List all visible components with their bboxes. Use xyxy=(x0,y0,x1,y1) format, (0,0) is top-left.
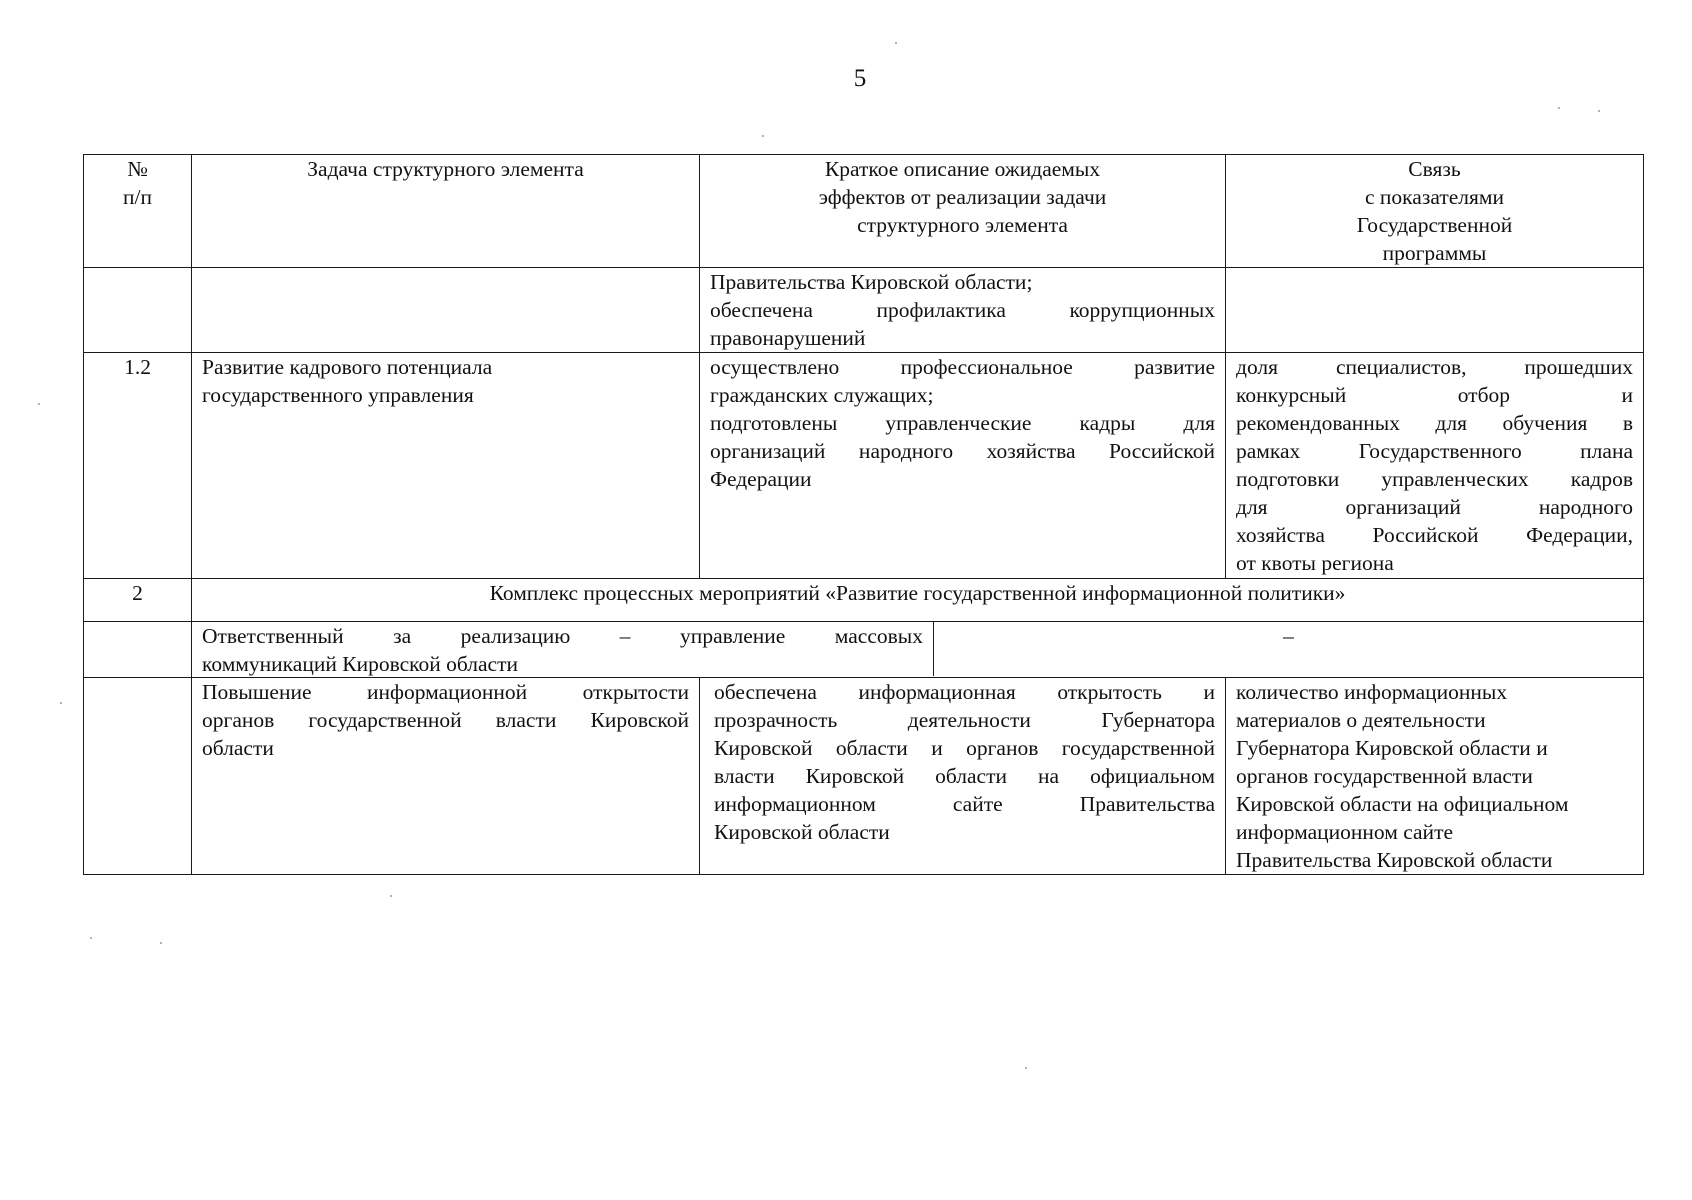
effects-line: Кировской области xyxy=(714,820,890,844)
link-line: подготовки управленческих кадров xyxy=(1236,467,1633,491)
responsible-text xyxy=(192,622,934,676)
table-row xyxy=(84,579,1644,622)
link-line: органов государственной власти xyxy=(1236,764,1533,788)
task-line: Повышение информационной открытости xyxy=(202,680,689,704)
link-line: для организаций народного xyxy=(1236,495,1633,519)
effects-line: обеспечена профилактика коррупционных xyxy=(710,298,1215,322)
responsible-cell xyxy=(192,622,1644,678)
link-line: от квоты региона xyxy=(1236,551,1394,575)
responsible-line: Ответственный за реализацию – управление массовых xyxy=(202,624,923,648)
row-task-cell xyxy=(192,268,700,353)
effects-line: Правительства Кировской области; xyxy=(710,270,1033,294)
effects-line: организаций народного хозяйства Российской xyxy=(710,439,1215,463)
effects-line: власти Кировской области на официальном xyxy=(714,764,1215,788)
scan-speck xyxy=(38,403,40,405)
header-num-line: № xyxy=(127,157,148,181)
scan-speck xyxy=(1558,107,1560,109)
responsible-line: коммуникаций Кировской области xyxy=(202,652,518,676)
header-num-line: п/п xyxy=(123,185,152,209)
header-task-cell xyxy=(192,155,700,268)
row-number: 1.2 xyxy=(124,355,151,379)
link-line: рекомендованных для обучения в xyxy=(1236,411,1633,435)
table-header-row xyxy=(84,155,1644,268)
header-effects-line: Краткое описание ожидаемых xyxy=(824,157,1101,181)
scan-speck xyxy=(60,702,62,704)
program-table xyxy=(83,154,1644,875)
header-link-line: с показателями xyxy=(1365,185,1504,209)
row-num-cell xyxy=(84,678,192,875)
link-line: хозяйства Российской Федерации, xyxy=(1236,523,1633,547)
table-row xyxy=(84,678,1644,875)
header-link-cell xyxy=(1226,155,1644,268)
page-number: 5 xyxy=(853,65,867,92)
row-num-cell xyxy=(84,622,192,678)
link-line: доля специалистов, прошедших xyxy=(1236,355,1633,379)
section-title-cell xyxy=(192,579,1644,622)
scan-speck xyxy=(390,895,392,897)
effects-line: Федерации xyxy=(710,467,812,491)
header-effects-line: структурного элемента xyxy=(857,213,1068,237)
header-task: Задача структурного элемента xyxy=(307,157,584,181)
section-title: Комплекс процессных мероприятий «Развитие государственной информационной политики» xyxy=(489,581,1346,605)
row-link-cell xyxy=(1226,268,1644,353)
row-num-cell xyxy=(84,579,192,622)
table-row xyxy=(84,353,1644,579)
header-link-line: Государственной xyxy=(1356,213,1513,237)
row-link-cell xyxy=(1226,678,1644,875)
scan-speck xyxy=(1025,1067,1027,1069)
effects-line: прозрачность деятельности Губернатора xyxy=(714,708,1215,732)
effects-line: обеспечена информационная открытость и xyxy=(714,680,1215,704)
row-effects-cell xyxy=(700,268,1226,353)
link-line: Правительства Кировской области xyxy=(1236,848,1553,872)
effects-line: гражданских служащих; xyxy=(710,383,934,407)
row-number: 2 xyxy=(132,581,143,605)
row-effects-cell xyxy=(700,678,1226,875)
scan-speck xyxy=(762,135,764,137)
table-row xyxy=(84,622,1644,678)
responsible-dash: – xyxy=(1283,624,1294,648)
row-link-cell xyxy=(1226,353,1644,579)
link-line: информационном сайте xyxy=(1236,820,1454,844)
task-line: государственного управления xyxy=(202,383,474,407)
effects-line: правонарушений xyxy=(710,326,866,350)
scan-speck xyxy=(1598,110,1600,112)
link-line: материалов о деятельности xyxy=(1236,708,1486,732)
header-num-cell xyxy=(84,155,192,268)
link-line: Губернатора Кировской области и xyxy=(1236,736,1548,760)
effects-line: Кировской области и органов государственной xyxy=(714,736,1215,760)
row-effects-cell xyxy=(700,353,1226,579)
link-line: конкурсный отбор и xyxy=(1236,383,1633,407)
link-line: рамках Государственного плана xyxy=(1236,439,1633,463)
task-line: Развитие кадрового потенциала xyxy=(202,355,493,379)
task-line: органов государственной власти Кировской xyxy=(202,708,689,732)
header-effects-cell xyxy=(700,155,1226,268)
scan-speck xyxy=(895,42,897,44)
table-row xyxy=(84,268,1644,353)
link-line: количество информационных xyxy=(1236,680,1508,704)
header-link-line: программы xyxy=(1382,241,1487,265)
task-line: области xyxy=(202,736,274,760)
responsible-right xyxy=(934,622,1643,676)
scan-speck xyxy=(160,942,162,944)
effects-line: подготовлены управленческие кадры для xyxy=(710,411,1215,435)
row-num-cell xyxy=(84,268,192,353)
link-line: Кировской области на официальном xyxy=(1236,792,1569,816)
scan-speck xyxy=(90,937,92,939)
header-link-line: Связь xyxy=(1408,157,1461,181)
row-task-cell xyxy=(192,353,700,579)
header-effects-line: эффектов от реализации задачи xyxy=(818,185,1107,209)
effects-line: информационном сайте Правительства xyxy=(714,792,1215,816)
row-num-cell xyxy=(84,353,192,579)
effects-line: осуществлено профессиональное развитие xyxy=(710,355,1215,379)
row-task-cell xyxy=(192,678,700,875)
